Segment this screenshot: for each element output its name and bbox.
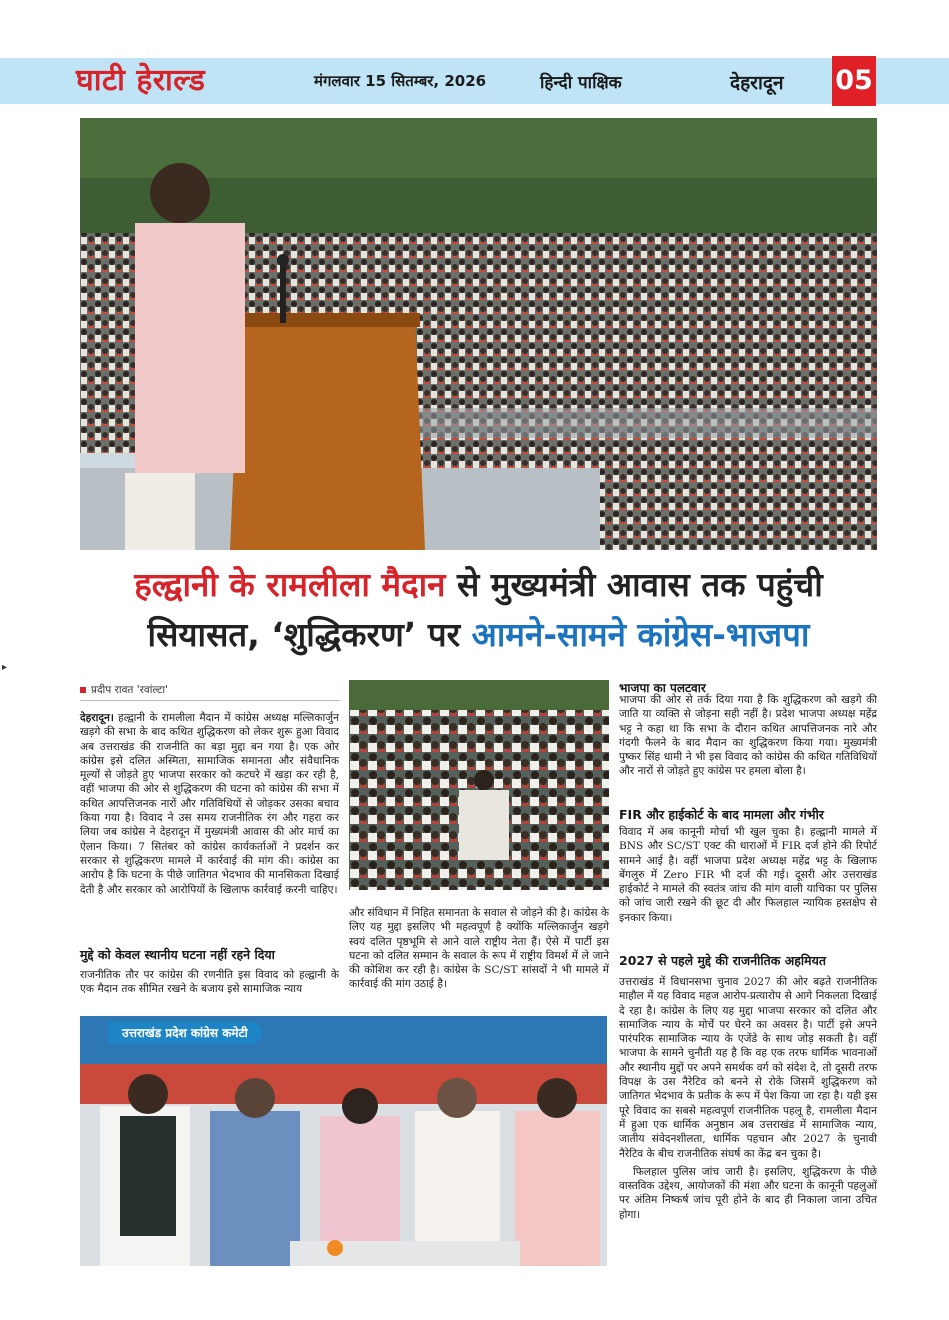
column-1-text-1: हल्द्वानी के रामलीला मैदान में कांग्रेस अध्यक्ष मल्लिकार्जुन खड़गे की सभा के बाद कथित शुद्धिकरण को लेकर शुरू हुआ विवाद अब उत्तराखंड की राजनीति का बड़ा मुद्दा बन गया है। एक ओर कांग्रेस इसे दलित अस्मिता, सामाजिक समानता और संवैधानिक मूल्यों से जोड़ते हुए भाजपा सरकार को कटघरे में खड़ा कर रही है, वहीं भाजपा की ओर से शुद्धिकरण की घटना को कांग्रेस की सभा में कथित आपत्तिजनक नारों और गतिविधियों से जोड़कर उसका बचाव किया गया है। विवाद ने उस समय राजनीतिक रंग और गहरा कर लिया जब कांग्रेस ने देहरादून में मुख्यमंत्री आवास की ओर मार्च का ऐलान किया। 7 सितंबर को कांग्रेस कार्यकर्ताओं ने प्रदर्शन कर सरकार से शुद्धिकरण मामले में कार्रवाई की मांग की। कांग्रेस का आरोप है कि घटना के पीछे जातिगत भेदभाव की मानसिकता दिखाई देती है और सरकार को आरोपियों के खिलाफ कार्रवाई करनी चाहिए। <box>80 712 339 896</box>
headline-highlight-blue: आमने-सामने कांग्रेस-भाजपा <box>471 615 810 654</box>
protest-photo <box>349 680 609 890</box>
photo-banner-label: उत्तराखंड प्रदेश कांग्रेस कमेटी <box>108 1022 262 1044</box>
column-3-subhead-2: FIR और हाईकोर्ट के बाद मामला और गंभीर <box>619 807 824 822</box>
issue-date: मंगलवार 15 सितम्बर, 2026 <box>314 72 487 90</box>
column-3-body-1 <box>619 693 877 783</box>
page-number: 05 <box>832 56 876 106</box>
column-2-body <box>349 906 609 996</box>
dateline: देहरादून। <box>80 712 114 724</box>
leaders-photo <box>80 1016 607 1266</box>
headline-line-2 <box>80 610 877 660</box>
headline-highlight-red: हल्द्वानी के रामलीला मैदान <box>134 565 446 604</box>
author-name: प्रदीप रावत 'रवांल्टा' <box>91 684 168 696</box>
congress-leaders-image <box>80 1016 607 1266</box>
column-3-subhead-3: 2027 से पहले मुद्दे की राजनीतिक अहमियत <box>619 953 826 968</box>
column-3-paragraph-4: फिलहाल पुलिस जांच जारी है। इसलिए, शुद्धिकरण के पीछे वास्तविक उद्देश्य, आयोजकों की मंशा और घटना के कानूनी पहलुओं पर अंतिम निष्कर्ष जांच पूरी होने के बाद ही निकाला जाना उचित होगा। <box>619 1165 877 1221</box>
margin-mark: ▸ <box>2 662 8 673</box>
column-1-subhead: मुद्दे को केवल स्थानीय घटना नहीं रहने दिया <box>80 947 275 962</box>
byline-square-icon <box>80 687 86 693</box>
main-headline <box>80 560 877 660</box>
byline <box>80 683 168 697</box>
byline-divider <box>80 700 340 701</box>
column-3-paragraph-1: भाजपा की ओर से तर्क दिया गया है कि शुद्धिकरण को खड़गे की जाति या व्यक्ति से जोड़ना सही नहीं है। प्रदेश भाजपा अध्यक्ष महेंद्र भट्ट ने कहा था कि सभा के दौरान कथित आपत्तिजनक नारे और गंदगी फैलने के बाद मैदान का शुद्धिकरण किया गया। मुख्यमंत्री पुष्कर सिंह धामी ने भी इस विवाद को कांग्रेस की कथित गतिविधियों और नारों से जोड़ते हुए कांग्रेस पर हमला बोला है। <box>619 694 877 778</box>
column-2-paragraph-1: और संविधान में निहित समानता के सवाल से जोड़ने की है। कांग्रेस के लिए यह मुद्दा इसलिए भी महत्वपूर्ण है क्योंकि मल्लिकार्जुन खड़गे स्वयं दलित पृष्ठभूमि से आने वाले राष्ट्रीय नेता हैं। ऐसे में पार्टी इस घटना को दलित सम्मान के सवाल के रूप में राष्ट्रीय विमर्श में ले जाने की कोशिश कर रही है। कांग्रेस के SC/ST सांसदों ने भी मामले में कार्रवाई की मांग उठाई है। <box>349 907 609 991</box>
column-1-body-2 <box>80 968 339 1001</box>
column-3-subhead-1: भाजपा का पलटवार <box>619 681 706 695</box>
headline-text-2: सियासत, ‘शुद्धिकरण’ पर <box>147 615 472 654</box>
column-1-paragraph-1 <box>80 711 339 897</box>
column-3-body-3 <box>619 975 877 1226</box>
hero-photo-rally <box>80 118 877 550</box>
column-3-body-2 <box>619 825 877 929</box>
masthead <box>0 58 949 104</box>
column-3-paragraph-2: विवाद में अब कानूनी मोर्चा भी खुल चुका है। हल्द्वानी मामले में BNS और SC/ST एक्ट की धाराओं में FIR दर्ज होने की रिपोर्ट सामने आई है। वहीं भाजपा प्रदेश अध्यक्ष महेंद्र भट्ट के खिलाफ बेंगलुरु में Zero FIR भी दर्ज की गई। दूसरी ओर उत्तराखंड हाईकोर्ट ने मामले की स्वतंत्र जांच की मांग वाली याचिका पर पुलिस को जांच जारी रखने की छूट दी और फिलहाल न्यायिक हस्तक्षेप से इनकार किया। <box>619 826 877 924</box>
column-1-body <box>80 711 339 901</box>
column-1-paragraph-2: राजनीतिक तौर पर कांग्रेस की रणनीति इस विवाद को हल्द्वानी के एक मैदान तक सीमित रखने के बजाय इसे सामाजिक न्याय <box>80 969 339 996</box>
headline-text: से मुख्यमंत्री आवास तक पहुंची <box>445 565 823 604</box>
headline-line-1 <box>80 560 877 610</box>
protest-crowd-image <box>349 680 609 890</box>
rally-crowd-image <box>80 118 877 550</box>
newspaper-logo: घाटी हेराल्ड <box>76 63 206 98</box>
edition-city: देहरादून <box>730 72 784 94</box>
column-3-paragraph-3: उत्तराखंड में विधानसभा चुनाव 2027 की ओर बढ़ते राजनीतिक माहौल में यह विवाद महज आरोप-प्रत्यारोप से आगे निकलता दिखाई दे रहा है। कांग्रेस के लिए यह मुद्दा भाजपा सरकार को दलित और सामाजिक न्याय के मोर्चे पर घेरने का अवसर है। पार्टी इसे अपने पारंपरिक सामाजिक न्याय के एजेंडे के साथ जोड़ सकती है। वहीं भाजपा के सामने चुनौती यह है कि वह एक तरफ धार्मिक भावनाओं और स्थानीय मुद्दों पर अपने समर्थक वर्ग को संदेश दे, तो दूसरी तरफ विपक्ष के उस नैरेटिव को बनने से रोके जिसमें शुद्धिकरण को जातिगत भेदभाव के प्रतीक के रूप में पेश किया जा रहा है। यही इस पूरे विवाद का सबसे महत्वपूर्ण राजनीतिक पहलू है, रामलीला मैदान में हुआ एक धार्मिक अनुष्ठान अब उत्तराखंड में सामाजिक न्याय, जातीय संवेदनशीलता, धार्मिक पहचान और 2027 के चुनावी नैरेटिव के बीच राजनीतिक संघर्ष का केंद्र बन चुका है। <box>619 976 877 1160</box>
publication-frequency: हिन्दी पाक्षिक <box>540 73 622 93</box>
